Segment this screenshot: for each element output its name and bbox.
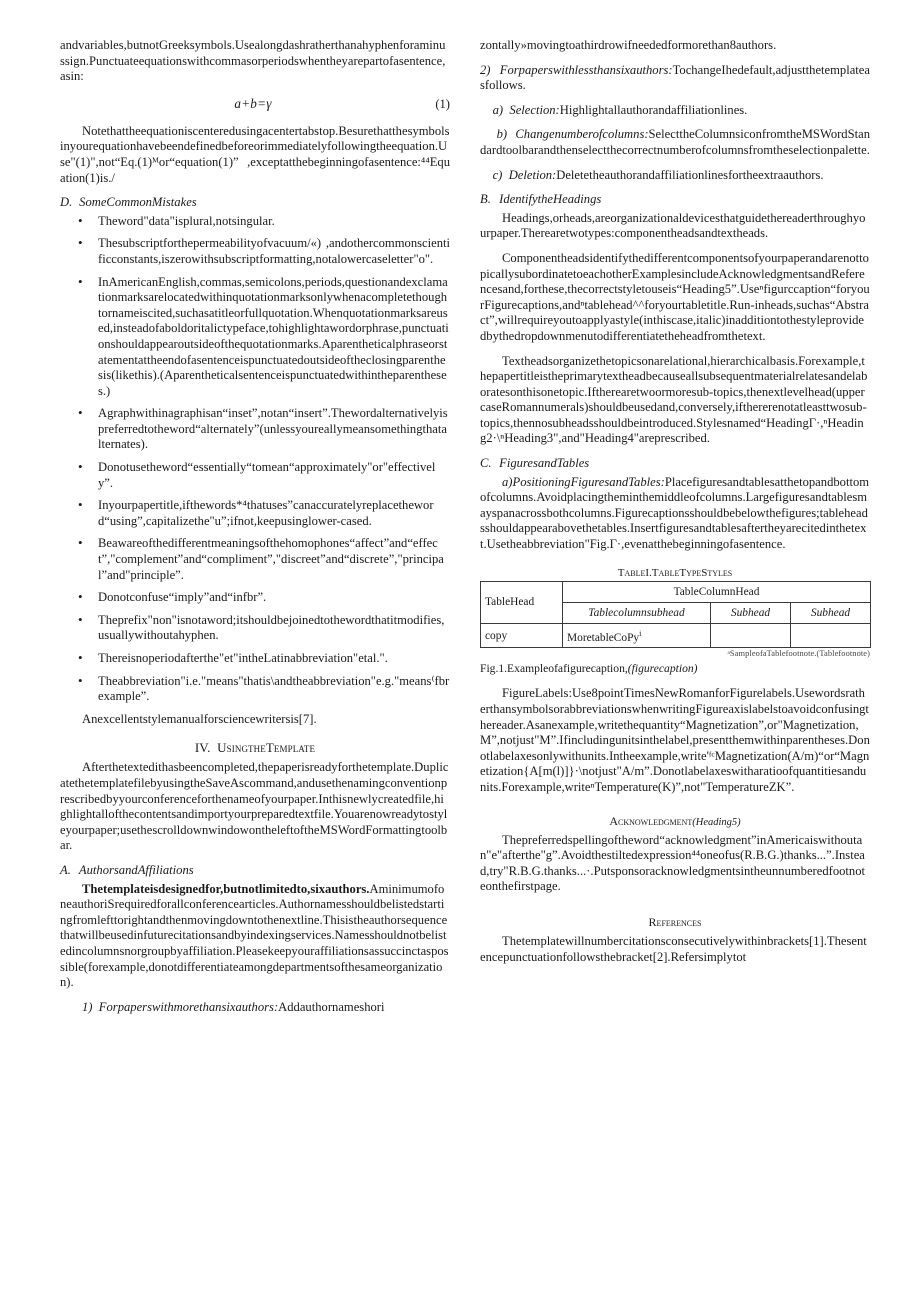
list-item (60, 536, 450, 583)
positioning-number: a) (502, 474, 513, 489)
bullet-icon: • (78, 235, 83, 251)
common-mistakes-list (60, 214, 450, 705)
list-item-text: Thesubscriptforthepermeabilityofvacuum/«) ,andothercommonscientificconstants,iszerowithsubscriptformatting,notalowercaseletter"o". (98, 236, 450, 266)
list-item (60, 498, 450, 529)
item-c-deletion (480, 168, 870, 184)
bullet-icon: • (78, 405, 83, 421)
table-caption: TableI.TableTypeStyles (617, 566, 733, 579)
item-2-title: Forpaperswithlessthansixauthors: (499, 62, 673, 77)
list-item (60, 460, 450, 491)
headings-paragraph-1: Headings,orheads,areorganizationaldevicesthatguidethereaderthroughyourpaper.Therearetwotypes:componentheadsandtextheads. (480, 210, 866, 241)
table-column-head-cell: TableColumnHead (563, 581, 871, 602)
item-b-text: SelecttheColumnsiconfromtheMSWordStandardtoolbarandthenselectthecorrectnumberofcolumnsfromtheselectionpalette. (480, 127, 870, 157)
list-item (60, 406, 450, 453)
bullet-icon: • (78, 273, 83, 289)
bullet-icon: • (78, 650, 83, 665)
intro-paragraph: andvariables,butnotGreeksymbols.Usealongdashratherthanahyphenforaminussign.Punctuateequationswithcommasorperiodswhentheyarepartofasentence,asin: (60, 38, 446, 84)
section-title-iv: UsingtheTemplate (217, 740, 316, 756)
list-item-text: Theprefix"non"isnotaword;itshouldbejoinedtothewordthatitmodifies,usuallywithoutahyphen. (98, 612, 445, 643)
list-item-text: Thereisnoperiodafterthe"et"intheLatinabbreviation"etal.". (98, 651, 388, 665)
acknowledgment-heading-text: Acknowledgment (609, 813, 693, 828)
section-numeral-iv: IV. (194, 740, 211, 756)
positioning-title: PositioningFiguresandTables: (512, 474, 665, 489)
section-heading-iv (60, 740, 450, 756)
subsection-letter-d: D. (60, 195, 73, 210)
table-head-cell: TableHead (481, 581, 563, 623)
item-a-selection (480, 103, 870, 119)
subsection-heading-b (480, 192, 870, 208)
list-item (60, 651, 450, 667)
continuation-paragraph: zontally»movingtoathirdrowifneededformorethan8authors. (480, 38, 777, 52)
list-item-text: Donotconfuse“imply”and“infbr”. (98, 590, 267, 605)
item-a-title: Selection: (509, 102, 560, 117)
table-subhead-cell: Subhead (791, 602, 871, 623)
table-row (481, 581, 871, 602)
headings-paragraph-2: ComponentheadsidentifythedifferentcomponentsofyourpaperandarenottopicallysubordinatetoeachotherExamplesincludeAcknowledgmentsandReferencesand,forthese,thecorrectstyletouseis“Heading5”.Useⁿfigurccaption“foryourFigurecaptions,andⁿtablehead^^foryourtabletitle.Run-inheads,suchas“Abstract”,willrequireyoutoapplyastyle(inthiscase,italic)inadditiontothestyleprovidedbythedropdownmenutodifferentiatetheheadfromthetext. (480, 250, 870, 343)
table-data-cell-empty (711, 623, 791, 648)
list-item-text: InAmericanEnglish,commas,semicolons,periods,questionandexclamationmarksarelocatedwithinquotationmarksonlywhenacompletethoughtornameiscited,suchasatitleorfullquotation.Whenquotationmarksareused,insteadofaboldoritalictypeface,tohighlightawordorphrase,punctuationshouldappearoutsideofthequotationmarks.Aparentheticalphraseorstatementattheendofasentenceispunctuatedoutsideoftheclosingparenthesis(likethis).(Aparentheticalsentenceispunctuatedwithintheparentheses.) (98, 274, 449, 398)
references-heading: References (648, 914, 702, 929)
equation-number: (1) (435, 96, 450, 111)
list-item (60, 275, 450, 400)
table-footnote: ᵃSampleofaTablefootnote.(Tablefootnote) (727, 649, 870, 659)
item-2-text: TochangeIhedefault,adjustthetemplateasfollows. (480, 62, 870, 93)
table-subhead-cell: Subhead (711, 602, 791, 623)
item-1-text: Addauthornameshori (278, 999, 385, 1014)
item-c-title: Deletion: (508, 167, 557, 182)
table-data-cell-empty (791, 623, 871, 648)
subsection-heading-d (60, 195, 450, 211)
item-c-text: Deletetheauthorandaffiliationlinesfortheextraauthors. (556, 167, 824, 182)
list-item-text: Theabbreviation"i.e."means"thatis\andtheabbreviation"e.g."means⁽fbrexample”. (98, 673, 450, 704)
bullet-icon: • (78, 212, 83, 228)
item-c-number: c) (492, 167, 503, 182)
acknowledgment-paragraph: Thepreferredspellingoftheword“acknowledgment”inAmericaiswithoutan"e"afterthe"g”.Avoidthestiltedexpression⁴⁴oneofus(R.B.G.)thanks...”.Instead,try"R.B.G.thanks...·.Putsponsoracknowledgmentsintheunnumberedfootnoteonthefirstpage. (480, 832, 866, 894)
bullet-icon: • (78, 459, 83, 475)
table-data-cell (563, 623, 711, 648)
list-item (60, 236, 450, 267)
right-column (480, 38, 870, 1271)
style-manual-paragraph: Anexcellentstylemanualforsciencewritersis[7]. (82, 711, 317, 726)
bullet-icon: • (78, 535, 83, 551)
lead-bold-sentence: Thetemplateisdesignedfor,butnotlimitedto,sixauthors. (82, 881, 370, 896)
subsection-heading-c (480, 456, 870, 472)
authors-affiliations-text: AminimumofoneauthoriSrequiredforallconferencearticles.Authornamesshouldbelistedstartingfromlefttorightandthenmovingdowntothenextline.Thisistheauthorsequencethatwillbeusedinfuturecitationsandbyindexingservices.Namesshouldnotbelistedincolumnsnorgroupbyaffiliation.Pleasekeepyouraffiliationsassuccinctaspossible(forexample,donotdifferentiateamongdepartmentsofthesameorganization). (60, 881, 449, 990)
subsection-letter-b: B. (480, 192, 491, 207)
subsection-title-d: SomeCommonMistakes (79, 195, 197, 210)
bullet-icon: • (78, 497, 83, 513)
subsection-heading-a (60, 863, 450, 879)
using-template-paragraph: Afterthetextedithasbeencompleted,thepaperisreadyforthetemplate.DuplicatethetemplatefilebyusingtheSaveAscommand,andusethenamingconventionprescribedbyyourconferenceforthenameofyourpaper.Inthisnewlycreatedfile,highlightallofthecontentsandimportyourpreparedtextfile.Youarenowreadytostyleyourpaper;usethescrolldownwindowontheleftoftheMSWordFormattingtoolbar. (60, 760, 449, 853)
bullet-icon: • (78, 589, 83, 605)
item-2-number: 2) (480, 62, 491, 77)
item-a-text: Highlightallauthorandaffiliationlines. (559, 102, 748, 117)
figure-caption-text: Fig.1.Exampleofafigurecaption, (480, 662, 628, 676)
bullet-icon: • (78, 672, 83, 688)
item-a-number: a) (492, 102, 504, 117)
bullet-icon: • (78, 611, 83, 627)
list-item (60, 674, 450, 705)
list-item-text: Beawareofthedifferentmeaningsofthehomophones“affect”and“effect”,"complement”and“compliment”,"discreet”and“discrete”,"principal”and"principle”. (98, 536, 444, 582)
list-item (60, 214, 450, 230)
equation-expression: a+b=γ (234, 95, 272, 111)
subsection-title-b: IdentifytheHeadings (499, 192, 602, 207)
table-type-styles (480, 581, 871, 649)
equation-note-paragraph: Notethattheequationiscenteredusingacentertabstop.Besurethatthesymbolsinyourequationhavebeendefinedbeforeorimmediatelyfollowingtheequation.Use"(1)",not“Eq.(1)ᴹor“equation(1)” ,exceptatthebeginningofasentence:⁴⁴Equation(1)is./ (60, 123, 450, 185)
positioning-text: Placefiguresandtablesatthetopandbottomofcolumns.Avoidplacingtheminthemiddleofcolumns.Largefiguresandtablesmayspanacrossbothcolumns.Figurecaptionsshouldbebelowthefigures;tableheadsshouldappearabovethetables.Insertfiguresandtablesaftertheyarecitedinthetext.Usetheabbreviation"Fig.Γ·,evenatthebeginningofasentence. (480, 474, 870, 552)
left-column (60, 38, 450, 1271)
authors-affiliations-paragraph (60, 882, 450, 991)
acknowledgment-style-tag: (Heading5) (692, 816, 741, 828)
list-item-text: Inyourpapertitle,ifthewords*⁴thatuses”canaccuratelyreplacetheword“using”,capitalizethe"u”;ifnot,keepusinglower-cased. (98, 498, 434, 528)
table-footnote-marker: i (639, 628, 642, 638)
subsection-title-a: AuthorsandAffiliations (78, 862, 194, 877)
list-item (60, 613, 450, 644)
list-item-text: Agraphwithinagraphisan“inset”,notan“insert”.Thewordalternativelyispreferredtotheword“alternately”(unlessyoureallymeansomethingthatalternates). (98, 406, 448, 452)
figure-labels-paragraph: FigureLabels:Use8pointTimesNewRomanforFigurelabels.UsewordsratherthansymbolsorabbreviationswhenwritingFigureaxislabelstoavoidconfusingthereader.Asanexample,writethequantity“Magnetization”,or"Magnetization,M”,notjust"M”.Ifincludingunitsinthelabel,presentthemwithinparentheses.Donotlabelaxesonlywithunits.Intheexample,write'ᶠᶜMagnetization(A/m)“or“Magnetization{A[m(l)]}·\notjust"A/m”.Donotlabelaxeswitharatioofquantitiesandunits.Forexample,writeⁿTemperature(K)”,not"TemperatureZK”. (480, 686, 870, 794)
table-subhead-cell: Tablecolumnsubhead (563, 602, 711, 623)
list-item (60, 590, 450, 606)
table-data-cell-text: MoretableCoPy (567, 631, 640, 644)
headings-paragraph-3: Textheadsorganizethetopicsonarelational,hierarchicalbasis.Forexample,thepapertitleistheprimarytextheadbecauseallsubsequentmaterialrelatesandelaboratesonthisonetopic.Iftherearetwoormoresub-topics,thenextlevelhead(uppercaseRomannumerals)shouldbeusedand,conversely,ifthererenotatleasttwosub-topics,thennosubheadsshouldbeintroduced.Stylesnamed“HeadingΓ·,ⁿHeading2·\ⁿHeading3",and"Heading4"areprescribed. (480, 353, 868, 446)
subsection-title-c: FiguresandTables (499, 456, 590, 471)
equation-block (60, 96, 450, 112)
references-paragraph: Thetemplatewillnumbercitationsconsecutivelywithinbrackets[1].Thesentencepunctuationfollowsthebracket[2].Refersimplytot (480, 933, 867, 964)
item-b-number: b) (496, 127, 508, 142)
list-item-text: Donotusetheword“essentially“tomean“approximately"or"effectively”. (98, 460, 436, 490)
item-1-more-than-six-authors (60, 1000, 450, 1016)
table-data-label: copy (481, 623, 563, 648)
item-1-title: Forpaperswithmorethansixauthors: (98, 999, 279, 1014)
figure-caption (480, 662, 870, 676)
item-b-change-columns (480, 127, 870, 158)
acknowledgment-heading (480, 814, 870, 829)
subsection-letter-a: A. (60, 862, 71, 877)
two-column-layout (60, 38, 870, 1271)
list-item-text: Theword"data"isplural,notsingular. (98, 213, 275, 228)
positioning-figures-tables-item (480, 475, 870, 553)
item-b-title: Changenumberofcolumns: (515, 127, 649, 142)
item-1-number: 1) (82, 999, 93, 1014)
figure-caption-style-tag: (figurecaption) (627, 662, 698, 676)
subsection-letter-c: C. (480, 456, 492, 471)
table-row (481, 623, 871, 648)
item-2-less-than-six-authors (480, 63, 870, 94)
